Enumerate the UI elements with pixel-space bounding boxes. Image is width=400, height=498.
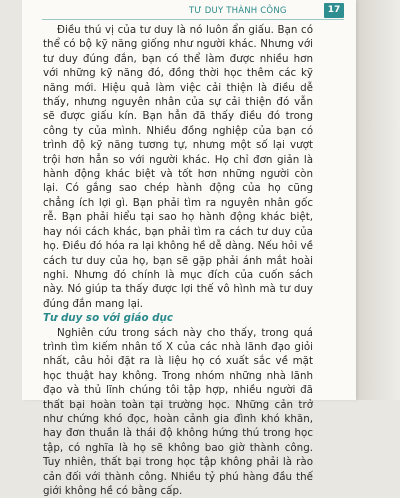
paragraph: Điều thú vị của tư duy là nó luôn ẩn giấu. Bạn có thể có bộ kỹ năng giống như người khác. Nhưng với tư duy đúng đắn, bạn có thể làm được nhiều hơn với những kỹ năng đó, đồng thời học thêm các kỹ năng mới. Hiệu quả làm việc cải thiện là điều dễ thấy, nhưng nguyên nhân của sự cải thiện đó vẫn sẽ được giấu kín. Bạn hẳn đã thấy điều đó trong công ty của mình. Nhiều đồng nghiệp của bạn có trình độ kỹ năng tương tự, nhưng một số lại vượt trội hơn hẳn so với người khác. Họ chỉ đơn giản là hành động khác biệt và tốt hơn những người còn lại. Có gắng sao chép hành động của họ cũng chẳng ích lợi gì. Bạn phải tìm ra nguyên nhân gốc rễ. Bạn phải hiểu tại sao họ hành động khác biệt, hay nói cách khác, bạn phải tìm ra cách tư duy của họ. Điều đó hóa ra lại không hề dễ dàng. Nếu hỏi về cách tư duy của họ, bạn sẽ gặp phải ánh mắt hoài nghi. Nhưng đó chính là mục đích của cuốn sách này. Nó giúp ta thấy được lợi thế vô hình mà tư duy đúng đắn mang lại. [43,24,313,310]
page-header [22,0,356,20]
running-title: TƯ DUY THÀNH CÔNG [189,6,287,16]
page-body [43,23,313,498]
page-number: 17 [324,3,344,18]
header-rule [42,19,344,20]
section-heading: Tư duy so với giáo dục [43,312,173,325]
paragraph: Nghiên cứu trong sách này cho thấy, trong quá trình tìm kiếm nhân tố X của các nhà lãnh đạo giỏi nhất, câu hỏi đặt ra là liệu họ có xuất sắc về mặt học thuật hay không. Trong nhóm những nhà lãnh đạo và thủ lĩnh chúng tôi tập hợp, nhiều người đã thất bại hoàn toàn tại trường học. Những cản trở như chứng khó đọc, hoàn cảnh gia đình khó khăn, hay đơn thuần là thái độ không hứng thú trong học tập, có nghĩa là họ sẽ không bao giờ thành công. Tuy nhiên, thất bại trong học tập không phải là rào cản đối với thành công. Nhiều tỷ phú hàng đầu thế giới không hề có bằng cấp. [43,326,313,497]
page-edge [356,0,400,400]
